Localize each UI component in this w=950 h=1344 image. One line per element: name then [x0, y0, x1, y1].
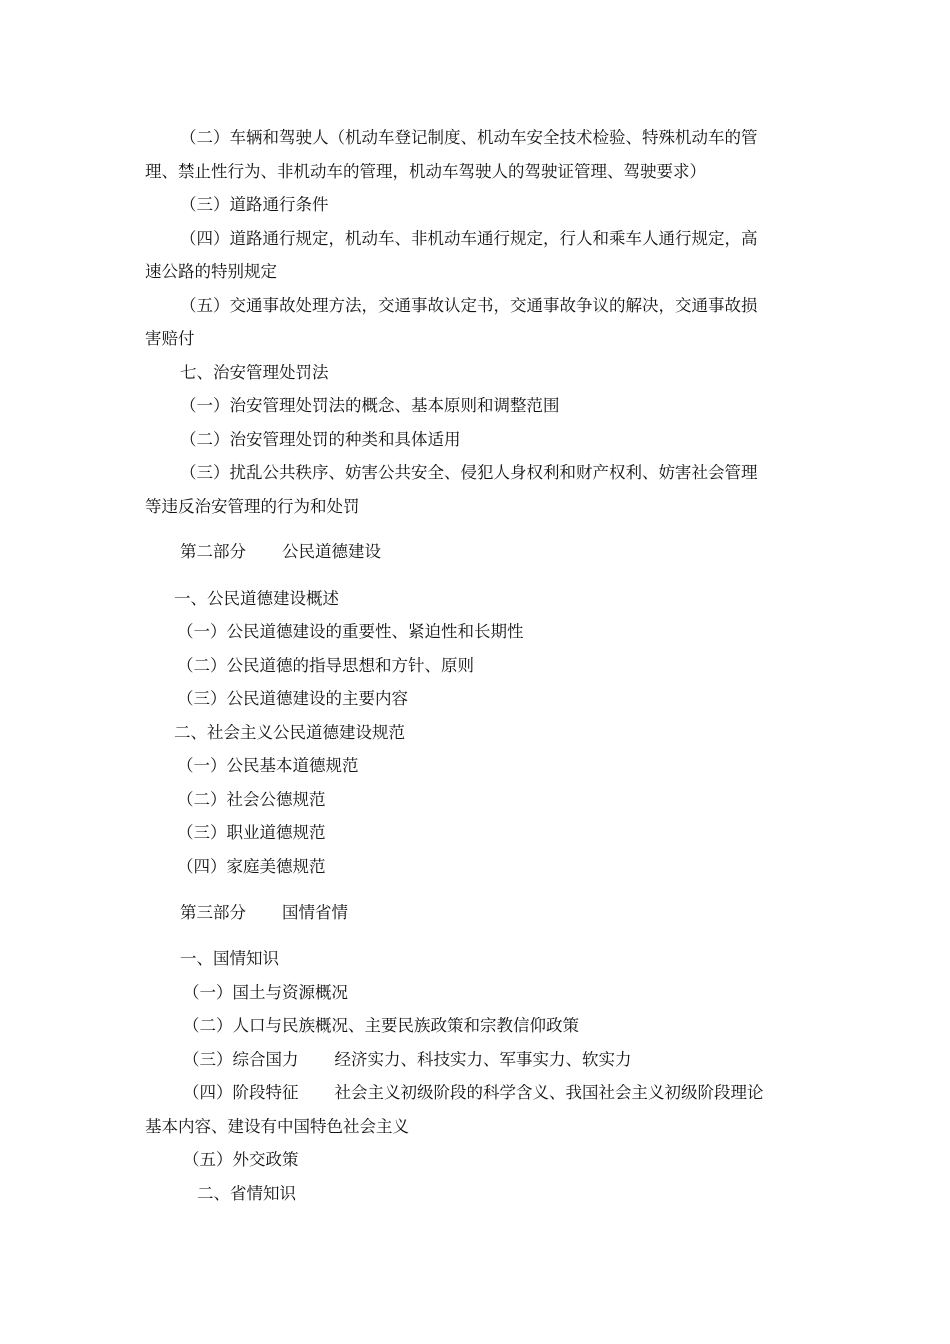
paragraph-line: （二）车辆和驾驶人（机动车登记制度、机动车安全技术检验、特殊机动车的管: [180, 128, 758, 147]
section-heading: 一、国情知识: [180, 949, 279, 968]
paragraph-line: （一）公民道德建设的重要性、紧迫性和长期性: [177, 622, 524, 641]
item-label: （三）综合国力: [183, 1050, 299, 1069]
paragraph-line: [183, 1083, 764, 1103]
section-heading: 二、社会主义公民道德建设规范: [174, 723, 405, 742]
paragraph-line: （二）社会公德规范: [177, 790, 326, 809]
part-title: 公民道德建设: [282, 542, 381, 561]
paragraph-line: （三）公民道德建设的主要内容: [177, 689, 408, 708]
section-heading: 一、公民道德建设概述: [174, 589, 339, 608]
paragraph-line: （一）公民基本道德规范: [177, 756, 359, 775]
item-label: （四）阶段特征: [183, 1083, 299, 1102]
section-heading: 二、省情知识: [197, 1184, 296, 1203]
paragraph-line: （四）家庭美德规范: [177, 857, 326, 876]
part-heading: [180, 903, 348, 923]
paragraph-line: 害赔付: [145, 329, 195, 348]
paragraph-line: （一）国土与资源概况: [183, 983, 348, 1002]
paragraph-line: （五）交通事故处理方法，交通事故认定书，交通事故争议的解决，交通事故损: [180, 296, 758, 315]
paragraph-line: （二）治安管理处罚的种类和具体适用: [180, 430, 461, 449]
paragraph-line: 速公路的特别规定: [145, 262, 277, 281]
section-heading: 七、治安管理处罚法: [180, 363, 329, 382]
paragraph-line: （三）职业道德规范: [177, 823, 326, 842]
paragraph-line: [183, 1050, 632, 1070]
paragraph-line: （三）扰乱公共秩序、妨害公共安全、侵犯人身权利和财产权利、妨害社会管理: [180, 463, 758, 482]
part-number: 第三部分: [180, 903, 246, 922]
paragraph-line: （五）外交政策: [183, 1150, 299, 1169]
paragraph-line: 理、禁止性行为、非机动车的管理，机动车驾驶人的驾驶证管理、驾驶要求）: [145, 162, 706, 181]
paragraph-line: （一）治安管理处罚法的概念、基本原则和调整范围: [180, 396, 560, 415]
part-heading: [180, 542, 381, 562]
paragraph-line: 等违反治安管理的行为和处罚: [145, 497, 360, 516]
part-number: 第二部分: [180, 542, 246, 561]
item-text: 经济实力、科技实力、军事实力、软实力: [334, 1050, 632, 1069]
paragraph-line: （二）人口与民族概况、主要民族政策和宗教信仰政策: [183, 1016, 579, 1035]
part-title: 国情省情: [282, 903, 348, 922]
paragraph-line: 基本内容、建设有中国特色社会主义: [145, 1117, 409, 1136]
paragraph-line: （三）道路通行条件: [180, 195, 329, 214]
paragraph-line: （二）公民道德的指导思想和方针、原则: [177, 656, 474, 675]
item-text: 社会主义初级阶段的科学含义、我国社会主义初级阶段理论: [334, 1083, 764, 1102]
paragraph-line: （四）道路通行规定，机动车、非机动车通行规定，行人和乘车人通行规定，高: [180, 229, 758, 248]
